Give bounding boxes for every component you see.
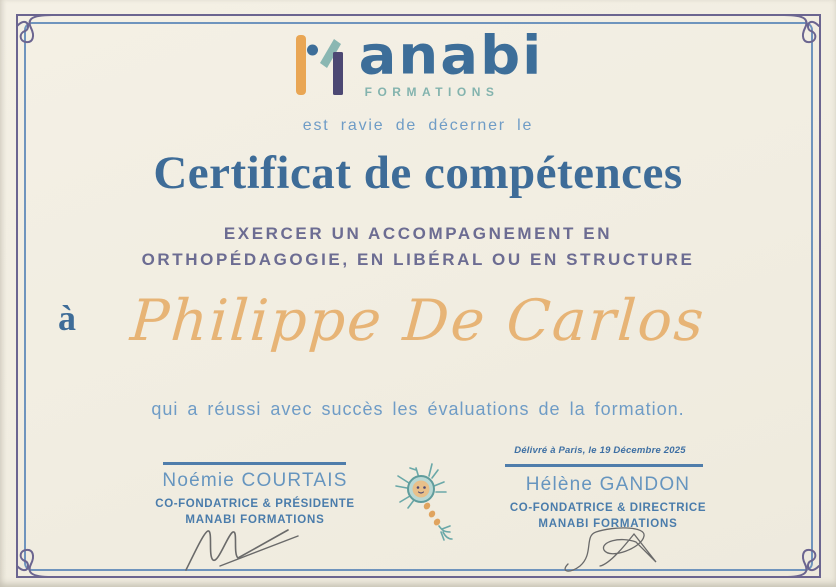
- signatory-right-org: MANABI FORMATIONS: [538, 518, 678, 530]
- signatory-left-org: MANABI FORMATIONS: [185, 514, 325, 526]
- recipient-name: Philippe De Carlos: [128, 288, 708, 354]
- signatory-right-role: CO-FONDATRICE & DIRECTRICE: [509, 502, 707, 514]
- intro-text: est ravie de décerner le: [302, 117, 534, 134]
- signatory-right-name: Hélène GANDON: [525, 474, 691, 495]
- logo: [0, 24, 836, 99]
- to-label: à: [58, 298, 76, 338]
- achievement-text: qui a réussi avec succès les évaluations de la formation.: [151, 399, 685, 419]
- brand-name: anabi: [358, 24, 544, 87]
- subtitle-line-2: ORTHOPÉDAGOGIE, EN LIBÉRAL OU EN STRUCTURE: [141, 250, 695, 270]
- signature-right-icon: [560, 522, 690, 577]
- issue-line: Délivré à Paris, le 19 Décembre 2025: [514, 445, 686, 456]
- signature-rule-right: [505, 464, 703, 467]
- subtitle-line-1: EXERCER UN ACCOMPAGNEMENT EN: [223, 224, 613, 243]
- neuron-mascot-icon: [392, 456, 462, 551]
- signature-rule-left: [163, 462, 346, 465]
- signature-left-icon: [180, 524, 330, 579]
- manabi-m-mark-icon: [293, 34, 345, 98]
- certificate-title: Certificat de compétences: [153, 147, 683, 199]
- brand-tagline: FORMATIONS: [364, 85, 500, 99]
- signatory-left-name: Noémie COURTAIS: [162, 470, 348, 491]
- signatory-left-role: CO-FONDATRICE & PRÉSIDENTE: [155, 498, 355, 510]
- certificate-subtitle: [0, 221, 836, 274]
- signatory-left: [115, 470, 395, 526]
